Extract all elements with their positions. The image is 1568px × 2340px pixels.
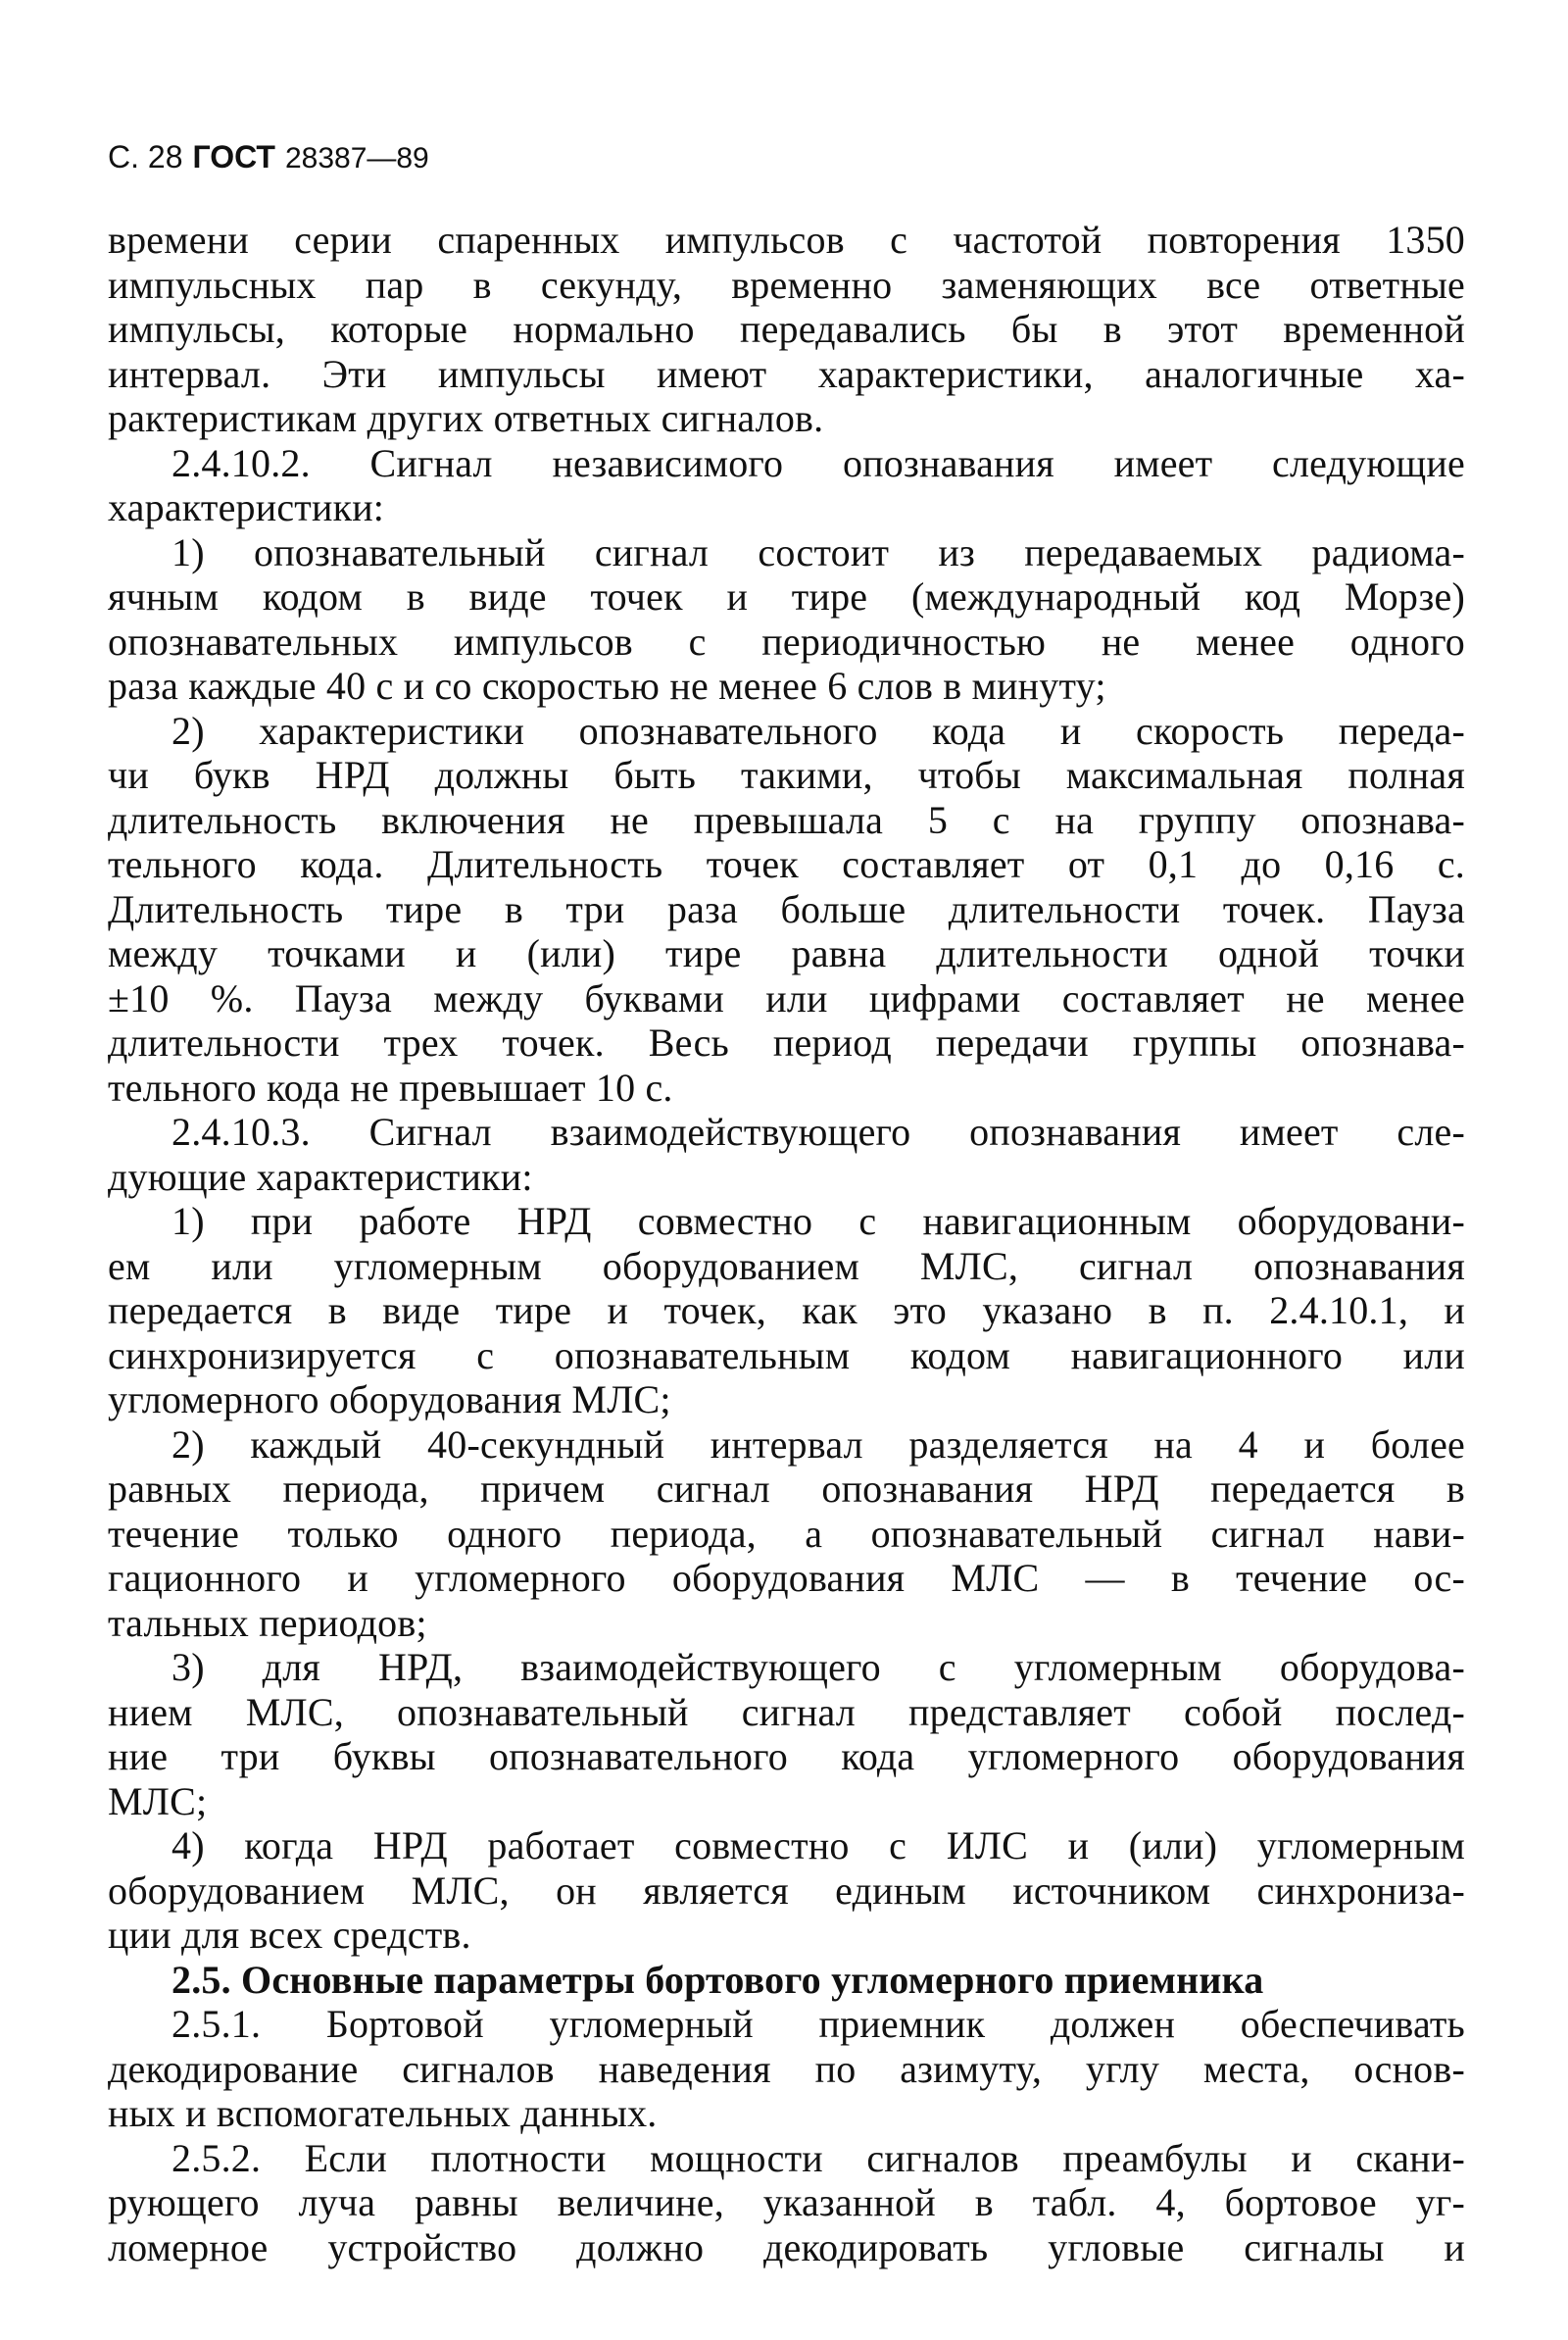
text-line: ных и вспомогательных данных.: [108, 2091, 658, 2135]
text-line: рующего луча равны величине, указанной в табл. 4, бортовое уг-: [108, 2180, 1465, 2224]
text-line: импульсных пар в секунду, временно заменяющих все ответные: [108, 262, 1465, 307]
text-line: ции для всех средств.: [108, 1913, 471, 1957]
text-line: 4) когда НРД работает совместно с ИЛС и (или) угломерным: [172, 1823, 1465, 1867]
page-number: С. 28: [108, 139, 183, 174]
text-line: МЛС;: [108, 1778, 208, 1823]
text-line: 2.4.10.2. Сигнал независимого опознавания имеет следующие: [172, 440, 1465, 485]
text-line: 2.5.1. Бортовой угломерный приемник должен обеспечивать: [172, 2002, 1465, 2046]
text-line: ние три буквы опознавательного кода угломерного оборудования: [108, 1734, 1465, 1778]
text-line: синхронизируется с опознавательным кодом навигационного или: [108, 1332, 1465, 1377]
standard-number: 28387—89: [284, 142, 429, 174]
standard-label: ГОСТ: [192, 139, 275, 174]
text-line: ломерное устройство должно декодировать угловые сигналы и: [108, 2224, 1465, 2269]
text-line: тальных периодов;: [108, 1600, 427, 1645]
text-line: оборудованием МЛС, он является единым источником синхрониза-: [108, 1867, 1465, 1913]
text-line: опознавательных импульсов с периодичностью не менее одного: [108, 619, 1465, 664]
text-line: Длительность тире в три раза больше длительности точек. Пауза: [108, 886, 1465, 931]
text-line: равных периода, причем сигнал опознавания НРД передается в: [108, 1467, 1465, 1511]
text-line: 1) опознавательный сигнал состоит из передаваемых радиома-: [172, 529, 1465, 574]
text-line: дующие характеристики:: [108, 1154, 533, 1199]
text-line: нием МЛС, опознавательный сигнал представляет собой послед-: [108, 1689, 1465, 1734]
text-line: между точками и (или) тире равна длительности одной точки: [108, 931, 1465, 975]
text-line: 2) каждый 40-секундный интервал разделяется на 4 и более: [172, 1421, 1465, 1467]
text-line: рактеристикам других ответных сигналов.: [108, 396, 824, 440]
page-header: [108, 137, 429, 178]
text-line: 2.5.2. Если плотности мощности сигналов преамбулы и скани-: [172, 2135, 1465, 2180]
text-line: ячным кодом в виде точек и тире (международный код Морзе): [108, 574, 1465, 619]
text-line: тельного кода не превышает 10 с.: [108, 1065, 673, 1110]
text-line: гационного и угломерного оборудования МЛС — в течение ос-: [108, 1556, 1465, 1600]
text-line: передается в виде тире и точек, как это указано в п. 2.4.10.1, и: [108, 1288, 1465, 1332]
body-text: [108, 218, 1465, 2269]
text-line: угломерного оборудования МЛС;: [108, 1377, 671, 1421]
text-line: течение только одного периода, а опознавательный сигнал нави-: [108, 1511, 1465, 1556]
text-line: ем или угломерным оборудованием МЛС, сигнал опознавания: [108, 1243, 1465, 1288]
text-line: раза каждые 40 с и со скоростью не менее 6 слов в минуту;: [108, 664, 1106, 708]
text-line: ±10 %. Пауза между буквами или цифрами составляет не менее: [108, 975, 1465, 1021]
text-line: длительности трех точек. Весь период передачи группы опознава-: [108, 1021, 1465, 1065]
text-line: 2.4.10.3. Сигнал взаимодействующего опознавания имеет сле-: [172, 1110, 1465, 1154]
text-line: 1) при работе НРД совместно с навигационным оборудовани-: [172, 1199, 1465, 1243]
text-line: интервал. Эти импульсы имеют характеристики, аналогичные ха-: [108, 351, 1465, 396]
text-line: времени серии спаренных импульсов с частотой повторения 1350: [108, 218, 1465, 262]
text-line: декодирование сигналов наведения по азимуту, углу места, основ-: [108, 2046, 1465, 2091]
section-heading-line: 2.5. Основные параметры бортового угломерного приемника: [172, 1957, 1264, 2002]
text-line: 2) характеристики опознавательного кода и скорость переда-: [172, 708, 1465, 753]
text-line: чи букв НРД должны быть такими, чтобы максимальная полная: [108, 753, 1465, 797]
text-line: импульсы, которые нормально передавались бы в этот временной: [108, 307, 1465, 351]
text-line: 3) для НРД, взаимодействующего с угломерным оборудова-: [172, 1645, 1465, 1689]
text-line: тельного кода. Длительность точек составляет от 0,1 до 0,16 с.: [108, 842, 1465, 886]
text-line: длительность включения не превышала 5 с на группу опознава-: [108, 797, 1465, 842]
text-line: характеристики:: [108, 485, 385, 529]
